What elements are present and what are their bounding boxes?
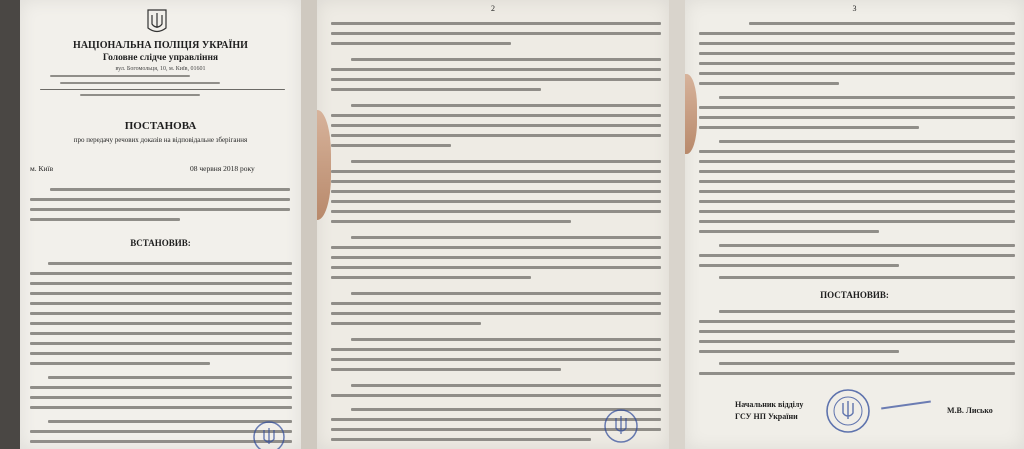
- text-line: [331, 210, 661, 213]
- text-line: [331, 220, 571, 223]
- hand-holding-page: [317, 110, 331, 220]
- text-line: [699, 220, 1015, 223]
- text-line: [331, 170, 661, 173]
- text-line: [30, 352, 292, 355]
- background-gap-2: [669, 0, 685, 449]
- text-line: [719, 140, 1015, 143]
- text-line: [331, 256, 661, 259]
- signer-title: ГСУ НП України: [735, 412, 798, 421]
- text-line: [331, 114, 661, 117]
- seal-icon: [603, 408, 639, 444]
- text-line: [331, 348, 661, 351]
- page-number: 2: [491, 4, 495, 13]
- text-line: [331, 438, 591, 441]
- text-line: [699, 82, 839, 85]
- text-line: [699, 350, 899, 353]
- text-line: [331, 246, 661, 249]
- text-line: [331, 312, 661, 315]
- text-line: [719, 96, 1015, 99]
- text-line: [30, 198, 290, 201]
- text-line: [699, 330, 1015, 333]
- text-line: [699, 32, 1015, 35]
- text-line: [331, 22, 661, 25]
- text-line: [30, 342, 292, 345]
- text-line: [699, 200, 1015, 203]
- text-line: [331, 78, 661, 81]
- text-line: [699, 340, 1015, 343]
- text-line: [30, 302, 292, 305]
- text-line: [719, 362, 1015, 365]
- background-gap-1: [301, 0, 317, 449]
- text-line: [719, 244, 1015, 247]
- text-line: [331, 144, 451, 147]
- text-line: [699, 116, 1015, 119]
- text-line: [30, 406, 292, 409]
- agency-name: НАЦІОНАЛЬНА ПОЛІЦІЯ УКРАЇНИ: [73, 40, 248, 51]
- text-line: [699, 190, 1015, 193]
- document-subtitle: про передачу речових доказів на відповідальне зберігання: [73, 136, 248, 144]
- text-line: [30, 386, 292, 389]
- text-line: [699, 170, 1015, 173]
- text-line: [331, 358, 661, 361]
- text-line: [50, 188, 290, 191]
- text-line: [30, 312, 292, 315]
- text-line: [749, 22, 1015, 25]
- text-line: [699, 210, 1015, 213]
- header-divider: [40, 89, 285, 90]
- text-line: [30, 332, 292, 335]
- text-line: [331, 68, 661, 71]
- text-line: [30, 272, 292, 275]
- text-line: [331, 276, 531, 279]
- text-line: [331, 134, 661, 137]
- text-line: [699, 180, 1015, 183]
- text-line: [48, 376, 292, 379]
- page-number: 3: [852, 4, 857, 13]
- signer-name: М.В. Лисько: [947, 406, 993, 415]
- text-line: [331, 200, 661, 203]
- text-line: [30, 362, 210, 365]
- text-line: [351, 160, 661, 163]
- text-line: [331, 180, 661, 183]
- text-line: [331, 368, 561, 371]
- seal-icon: [825, 388, 871, 434]
- text-line: [699, 160, 1015, 163]
- text-line: [699, 372, 1015, 375]
- text-line: [719, 276, 1015, 279]
- text-line: [351, 384, 661, 387]
- header-line: [50, 75, 190, 77]
- text-line: [699, 254, 1015, 257]
- agency-department: Головне слідче управління: [102, 53, 219, 63]
- text-line: [331, 32, 661, 35]
- text-line: [699, 52, 1015, 55]
- seal-icon: [252, 420, 286, 449]
- document-title: ПОСТАНОВА: [124, 120, 197, 132]
- text-line: [48, 262, 292, 265]
- signer-title: Начальник відділу: [735, 400, 804, 409]
- text-line: [699, 150, 1015, 153]
- document-date: 08 червня 2018 року: [190, 164, 255, 173]
- text-line: [699, 126, 919, 129]
- text-line: [331, 302, 661, 305]
- coat-of-arms-icon: [146, 8, 168, 36]
- text-line: [699, 72, 1015, 75]
- document-city: м. Київ: [30, 164, 54, 173]
- text-line: [351, 338, 661, 341]
- text-line: [331, 394, 661, 397]
- text-line: [699, 320, 1015, 323]
- text-line: [351, 236, 661, 239]
- text-line: [30, 322, 292, 325]
- agency-address: вул. Богомольця, 10, м. Київ, 01601: [115, 66, 206, 72]
- text-line: [30, 208, 290, 211]
- text-line: [699, 106, 1015, 109]
- text-line: [331, 124, 661, 127]
- text-line: [331, 322, 481, 325]
- text-line: [351, 58, 661, 61]
- text-line: [699, 230, 879, 233]
- text-line: [351, 104, 661, 107]
- document-page-2: [317, 0, 669, 449]
- text-line: [331, 88, 541, 91]
- header-line: [60, 82, 220, 84]
- background-left: [0, 0, 20, 449]
- text-line: [30, 396, 292, 399]
- text-line: [331, 42, 511, 45]
- text-line: [331, 190, 661, 193]
- text-line: [30, 282, 292, 285]
- document-page-1: [20, 0, 301, 449]
- signature: [881, 401, 931, 410]
- header-line: [80, 94, 200, 96]
- text-line: [30, 292, 292, 295]
- document-page-3: [685, 0, 1024, 449]
- text-line: [351, 292, 661, 295]
- text-line: [30, 218, 180, 221]
- text-line: [699, 62, 1015, 65]
- text-line: [699, 264, 899, 267]
- text-line: [331, 266, 661, 269]
- text-line: [699, 42, 1015, 45]
- text-line: [719, 310, 1015, 313]
- section-heading: ПОСТАНОВИВ:: [820, 290, 889, 300]
- section-heading: ВСТАНОВИВ:: [130, 238, 191, 248]
- hand-holding-page: [685, 74, 697, 154]
